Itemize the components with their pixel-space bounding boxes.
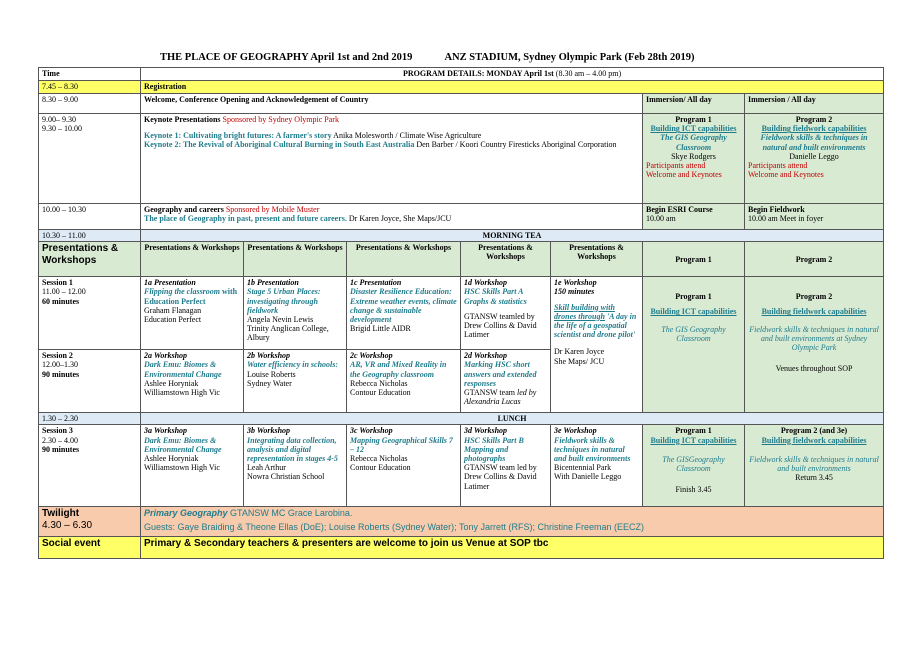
session-1-program-2-link[interactable]: Building fieldwork capabilities [761, 307, 867, 317]
session-1e-duration: 150 minutes [554, 287, 595, 297]
session-1-label-cell [39, 277, 141, 350]
session-1d-code: 1d Workshop [464, 278, 508, 288]
session-3-program-2-finish: Return 3.45 [795, 473, 833, 483]
session-1c-cell [347, 277, 461, 350]
session-1b-cell [244, 277, 347, 350]
session-1-time: 11.00 – 12.00 [42, 287, 86, 297]
esri-course-cell [643, 204, 745, 230]
table-header-row [39, 68, 884, 81]
keynote-1-title: Keynote 1: Cultivating bright futures: A farmer's story [144, 131, 332, 141]
session-3b-cell [244, 425, 347, 507]
keynote-1-speaker: Anika Molesworth / Climate Wise Agriculture [331, 131, 482, 141]
session-3d-presenter: GTANSW team led by Drew Collins & David Latimer [464, 463, 537, 491]
registration-time: 7.45 – 8.30 [39, 81, 141, 94]
session-1a-cell [141, 277, 244, 350]
twilight-label: Twilight [42, 508, 80, 520]
session-1-program-1-title: Program 1 [675, 292, 712, 302]
session-2c-title: AR, VR and Mixed Reality in the Geography classroom [350, 360, 447, 379]
program-2-col-header: Program 2 [745, 242, 884, 277]
session-1-program-2-venue: Venues throughout SOP [775, 364, 853, 374]
session-2-time: 12.00–1.30 [42, 360, 78, 370]
session-1-program-2-subtitle: Fieldwork skills & techniques in natural and built environments at Sydney Olympic Park [749, 324, 879, 352]
session-3-label: Session 3 [42, 426, 73, 436]
session-3e-title: Fieldwork skills & techniques in natural and built environments [554, 435, 631, 463]
session-1b-org: Trinity Anglican College, Albury [247, 324, 329, 343]
welcome-text: Welcome, Conference Opening and Acknowledgement of Country [141, 94, 643, 114]
session-2d-title: Marking HSC short answers and extended responses [464, 360, 537, 388]
careers-row [39, 204, 884, 230]
program-1-link[interactable]: Building ICT capabilities [650, 124, 737, 134]
twilight-row [39, 507, 884, 537]
session-3e-venue: Bicentennial Park [554, 463, 612, 473]
twilight-label-cell [39, 507, 141, 537]
session-2d-cell [461, 350, 551, 413]
session-2d-code: 2d Workshop [464, 351, 508, 361]
session-1c-title: Disaster Resilience Education: Extreme weather events, climate change & sustainable development [350, 287, 457, 324]
careers-speaker: Dr Karen Joyce, She Maps/JCU [346, 214, 452, 224]
session-3c-org: Contour Education [350, 463, 411, 473]
keynote-title: Keynote Presentations [144, 115, 221, 124]
presentations-header-row [39, 242, 884, 277]
session-2c-org: Contour Education [350, 387, 411, 397]
session-2a-org: Williamstown High Vic [144, 387, 220, 397]
session-3-duration: 90 minutes [42, 444, 80, 454]
session-3c-cell [347, 425, 461, 507]
document-header [160, 52, 695, 63]
fieldwork-begin-title: Begin Fieldwork [748, 205, 805, 214]
session-3a-org: Williamstown High Vic [144, 463, 220, 473]
presentations-col-1: Presentations & Workshops [141, 242, 244, 277]
program-table [38, 67, 884, 559]
session-2a-title: Dark Emu: Biomes & Environmental Change [144, 360, 222, 379]
keynote-2-speaker: Den Barber / Koori Country Firesticks Aboriginal Corporation [414, 140, 617, 150]
keynote-time-1: 9.00– 9.30 [42, 115, 76, 124]
session-3-program-1-link[interactable]: Building ICT capabilities [650, 435, 737, 445]
program-2-person: Danielle Leggo [789, 151, 839, 161]
program-1-subtitle: The GIS Geography Classroom [660, 133, 727, 152]
session-2a-code: 2a Workshop [144, 351, 188, 361]
careers-time: 10.00 – 10.30 [39, 204, 141, 230]
social-event-label: Social event [39, 537, 141, 559]
session-2-duration: 90 minutes [42, 369, 80, 379]
session-3b-title: Integrating data collection, analysis and digital representation in stages 4-5 [247, 435, 338, 463]
session-3a-title: Dark Emu: Biomes & Environmental Change [144, 435, 222, 454]
session-3c-presenter: Rebecca Nicholas [350, 453, 408, 463]
session-2d-presenter: GTANSW team [464, 387, 515, 397]
session-1-duration: 60 minutes [42, 296, 80, 306]
esri-course-title: Begin ESRI Course [646, 205, 713, 214]
session-1e-code: 1e Workshop [554, 278, 597, 288]
presentations-col-3: Presentations & Workshops [347, 242, 461, 277]
morning-tea-text: MORNING TEA [141, 230, 884, 242]
keynote-time [39, 114, 141, 204]
session-1e-title-link[interactable]: Skill building with drones through [554, 302, 615, 321]
session-2-label-cell [39, 350, 141, 413]
session-3e-cell [551, 425, 643, 507]
session-1e-presenter: Dr Karen Joyce [554, 347, 605, 357]
session-3-program-1-subtitle: The GISGeography Classroom [662, 454, 725, 473]
welcome-time: 8.30 – 9.00 [39, 94, 141, 114]
session-2a-cell [141, 350, 244, 413]
session-2-label: Session 2 [42, 351, 73, 361]
session-1e-title: 'A day in the life of a geospatial scientist and drone pilot' [554, 311, 637, 340]
lunch-time: 1.30 – 2.30 [39, 413, 141, 425]
session-2b-cell [244, 350, 347, 413]
session-2c-cell [347, 350, 461, 413]
fieldwork-begin-cell [745, 204, 884, 230]
session-1d-cell [461, 277, 551, 350]
session-2d-presenter-lead: led by Alexandria Lucas [464, 387, 537, 407]
session-1-program-2-cell [745, 277, 884, 413]
program-header-time: (8.30 am – 4.00 pm) [553, 69, 622, 78]
presentations-col-2: Presentations & Workshops [244, 242, 347, 277]
session-1e-cell [551, 277, 643, 413]
session-3-program-2-subtitle: Fieldwork skills & techniques in natural and built environments [749, 454, 879, 473]
presentations-col-5: Presentations & Workshops [551, 242, 643, 277]
careers-cell [141, 204, 643, 230]
session-1a-org: Education Perfect [144, 314, 202, 324]
program-2-note-2: Welcome and Keynotes [748, 170, 824, 180]
immersion-2-label: Immersion / All day [745, 94, 884, 114]
registration-row [39, 81, 884, 94]
program-header-text: PROGRAM DETAILS: MONDAY April 1st [402, 69, 554, 78]
keynote-2-title: Keynote 2: The Revival of Aboriginal Cultural Burning in South East Australia [144, 140, 415, 150]
session-1a-presenter: Graham Flanagan [144, 305, 202, 315]
program-2-note: Participants attend [748, 160, 808, 170]
twilight-time: 4.30 – 6.30 [42, 519, 93, 531]
session-3a-cell [141, 425, 244, 507]
morning-tea-row [39, 230, 884, 242]
social-event-row [39, 537, 884, 559]
program-1-note: Participants attend [646, 160, 706, 170]
program-1-note-2: Welcome and Keynotes [646, 170, 722, 180]
session-3-program-1-finish: Finish 3.45 [675, 485, 712, 495]
keynote-cell [141, 114, 643, 204]
twilight-guests: Guests: Gaye Braiding & Theone Ellas (DoE); Louise Roberts (Sydney Water); Tony Jarrett (RFS); Christine Freeman (EECZ) [144, 521, 645, 532]
session-1a-code: 1a Presentation [144, 278, 196, 288]
session-3-label-cell [39, 425, 141, 507]
twilight-details [141, 507, 884, 537]
session-3-program-2-cell [745, 425, 884, 507]
presentations-label: Presentations & Workshops [39, 242, 141, 277]
session-3-time: 2.30 – 4.00 [42, 435, 78, 445]
esri-course-time: 10.00 am [646, 214, 676, 224]
program-2-link[interactable]: Building fieldwork capabilities [761, 124, 867, 134]
session-3e-code: 3e Workshop [554, 426, 597, 436]
session-1c-presenter: Brigid Little AIDR [350, 324, 411, 334]
session-1-program-1-link[interactable]: Building ICT capabilities [650, 307, 737, 317]
session-1c-code: 1c Presentation [350, 278, 402, 288]
session-3-row [39, 425, 884, 507]
session-3d-code: 3d Workshop [464, 426, 508, 436]
twilight-primary-geography: Primary Geography [144, 508, 228, 519]
session-1b-title: Stage 5 Urban Places: investigating through fieldwork [247, 287, 321, 315]
keynote-sponsor: Sponsored by Sydney Olympic Park [220, 115, 339, 124]
program-details-header [141, 68, 884, 81]
conference-title: THE PLACE OF GEOGRAPHY April 1st and 2nd 2019 [160, 52, 413, 63]
time-column-header: Time [39, 68, 141, 81]
twilight-mc: GTANSW MC Grace Larobina. [227, 508, 353, 519]
session-1a-title: Flipping the classroom [144, 287, 221, 297]
presentations-col-4: Presentations & Workshops [461, 242, 551, 277]
session-3-program-1-cell [643, 425, 745, 507]
social-event-text: Primary & Secondary teachers & presenters are welcome to join us Venue at SOP tbc [141, 537, 884, 559]
session-1b-code: 1b Presentation [247, 278, 299, 288]
session-1-label: Session 1 [42, 278, 73, 288]
program-1-immersion-cell [643, 114, 745, 204]
session-3-program-2-title: Program 2 (and 3e) [780, 426, 848, 436]
session-2b-presenter: Louise Roberts [247, 369, 296, 379]
session-3a-code: 3a Workshop [144, 426, 188, 436]
session-1d-presenter: GTANSW teamled by Drew Collins & David Latimer [464, 311, 537, 340]
session-3-program-2-link[interactable]: Building fieldwork capabilities [761, 435, 867, 445]
session-3e-presenter: With Danielle Leggo [554, 472, 622, 482]
program-2-subtitle: Fieldwork skills & techniques in natural and built environments [760, 133, 868, 152]
session-2c-code: 2c Workshop [350, 351, 393, 361]
session-3b-presenter: Leah Arthur [247, 463, 286, 473]
conference-venue: ANZ STADIUM, Sydney Olympic Park (Feb 28th 2019) [444, 52, 695, 63]
session-3d-title: HSC Skills Part B Mapping and photographs [464, 435, 524, 463]
keynote-time-2: 9.30 – 10.00 [42, 124, 82, 134]
session-1-program-1-cell [643, 277, 745, 413]
session-3d-cell [461, 425, 551, 507]
program-2-immersion-cell [745, 114, 884, 204]
immersion-1-label: Immersion/ All day [643, 94, 745, 114]
careers-subtitle: The place of Geography in past, present and future careers. [144, 214, 347, 224]
session-3b-code: 3b Workshop [247, 426, 291, 436]
registration-text: Registration [141, 81, 884, 94]
careers-sponsor: Sponsored by Mobile Muster [223, 205, 320, 214]
program-1-col-header: Program 1 [643, 242, 745, 277]
session-1a-title-extra: with Education Perfect [144, 287, 238, 306]
session-2a-presenter: Ashlee Horyniak [144, 378, 199, 388]
welcome-row [39, 94, 884, 114]
session-3a-presenter: Ashlee Horyniak [144, 453, 199, 463]
session-1d-title: HSC Skills Part A Graphs & statistics [464, 287, 527, 306]
session-1-row [39, 277, 884, 350]
program-1-person: Skye Rodgers [671, 151, 716, 161]
keynote-row [39, 114, 884, 204]
session-3c-code: 3c Workshop [350, 426, 393, 436]
lunch-text: LUNCH [141, 413, 884, 425]
fieldwork-begin-time: 10.00 am Meet in foyer [748, 214, 824, 224]
session-1e-org: She Maps/ JCU [554, 356, 605, 366]
session-2b-title: Water efficiency in schools: [247, 360, 339, 370]
session-3c-title: Mapping Geographical Skills 7 – 12 [350, 435, 453, 454]
lunch-row [39, 413, 884, 425]
session-3-program-1-title: Program 1 [675, 426, 712, 436]
session-2b-code: 2b Workshop [247, 351, 291, 361]
careers-title: Geography and careers [144, 205, 224, 214]
session-1b-presenter: Angela Nevin Lewis [247, 314, 314, 324]
session-2b-org: Sydney Water [247, 378, 292, 388]
session-3b-org: Nowra Christian School [247, 472, 325, 482]
morning-tea-time: 10.30 – 11.00 [39, 230, 141, 242]
program-2-title: Program 2 [795, 115, 833, 124]
session-1-program-2-title: Program 2 [795, 292, 833, 302]
session-2c-presenter: Rebecca Nicholas [350, 378, 408, 388]
program-1-title: Program 1 [675, 115, 712, 124]
session-1-program-1-subtitle: The GIS Geography Classroom [661, 324, 726, 343]
